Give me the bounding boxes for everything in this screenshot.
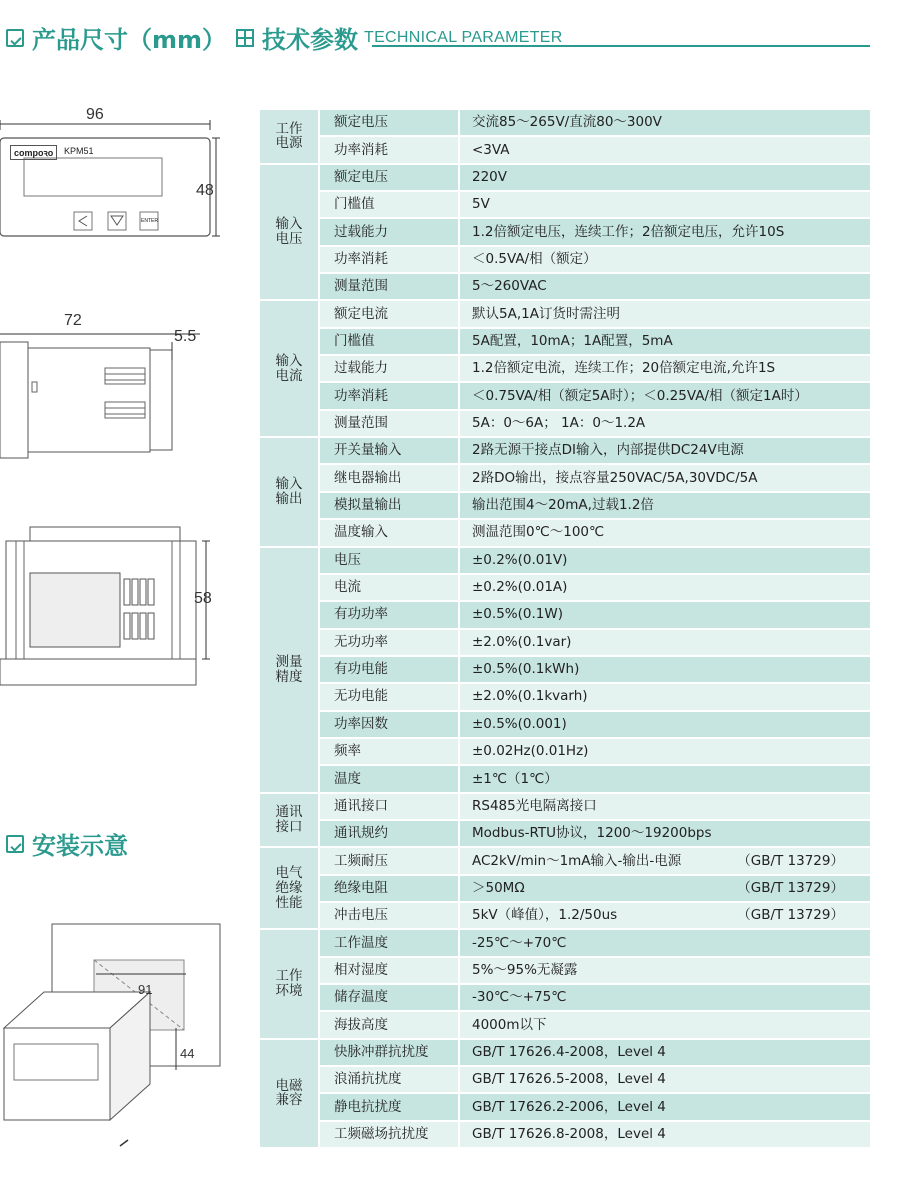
spec-row — [260, 355, 870, 382]
spec-value-cell — [459, 601, 870, 628]
spec-label: 冲击电压 — [319, 902, 459, 929]
install-title: 安装示意 — [32, 832, 128, 860]
spec-value: 交流85～265V/直流80～300V — [472, 114, 662, 131]
spec-value-cell — [459, 1066, 870, 1093]
spec-value: 5A：0～6A； 1A：0～1.2A — [472, 415, 646, 432]
spec-group-label: 输入 电压 — [260, 164, 319, 301]
spec-value: GB/T 17626.5-2008，Level 4 — [472, 1071, 666, 1088]
spec-label: 功率因数 — [319, 711, 459, 738]
spec-value-cell — [459, 273, 870, 300]
spec-value: 2路无源干接点DI输入，内部提供DC24V电源 — [472, 442, 744, 459]
spec-row — [260, 902, 870, 929]
spec-label: 额定电压 — [319, 164, 459, 191]
spec-value: 5V — [472, 196, 490, 213]
spec-value-cell — [459, 437, 870, 464]
spec-value-cell — [459, 382, 870, 409]
spec-row — [260, 218, 870, 245]
front-height-label: 48 — [196, 182, 214, 199]
spec-value: 输出范围4～20mA,过载1.2倍 — [472, 497, 654, 514]
side-width-label: 72 — [64, 312, 82, 329]
tech-title-en: TECHNICAL PARAMETER — [364, 28, 563, 46]
spec-value: 5～260VAC — [472, 278, 547, 295]
spec-row — [260, 765, 870, 792]
spec-value-cell — [459, 929, 870, 956]
spec-row — [260, 847, 870, 874]
spec-value: 5A配置，10mA；1A配置，5mA — [472, 333, 673, 349]
spec-label: 工作温度 — [319, 929, 459, 956]
spec-row — [260, 738, 870, 765]
spec-label: 有功功率 — [319, 601, 459, 628]
spec-label: 功率消耗 — [319, 246, 459, 273]
spec-value: 4000m以下 — [472, 1016, 547, 1033]
spec-value-cell — [459, 574, 870, 601]
top-height-label: 58 — [194, 590, 212, 607]
spec-value-cell — [459, 1121, 870, 1148]
spec-value: ＜0.75VA/相（额定5A时）；＜0.25VA/相（额定1A时） — [472, 387, 808, 404]
spec-row — [260, 464, 870, 491]
spec-group-label: 电磁 兼容 — [260, 1039, 319, 1148]
spec-row — [260, 1011, 870, 1038]
spec-value: ±0.2%(0.01V) — [472, 551, 568, 568]
spec-value-cell — [459, 246, 870, 273]
spec-row — [260, 492, 870, 519]
spec-value: GB/T 17626.2-2006，Level 4 — [472, 1098, 666, 1115]
spec-value-cell — [459, 984, 870, 1011]
spec-group-label: 工作 环境 — [260, 929, 319, 1038]
spec-label: 无功电能 — [319, 683, 459, 710]
spec-value: 2路DO输出，接点容量250VAC/5A,30VDC/5A — [472, 469, 758, 486]
spec-value-cell — [459, 738, 870, 765]
spec-label: 通讯规约 — [319, 820, 459, 847]
spec-row — [260, 574, 870, 601]
spec-value: 1.2倍额定电压，连续工作；2倍额定电压，允许10S — [472, 223, 785, 240]
spec-value-cell — [459, 218, 870, 245]
spec-value: ±0.02Hz(0.01Hz) — [472, 743, 589, 760]
spec-label: 海拔高度 — [319, 1011, 459, 1038]
spec-label: 门槛值 — [319, 328, 459, 355]
spec-row — [260, 273, 870, 300]
install-width-label: 91 — [138, 982, 153, 997]
enter-key-label: ENTER — [141, 218, 158, 224]
spec-value-cell — [459, 629, 870, 656]
spec-row — [260, 164, 870, 191]
spec-group-label: 输入 输出 — [260, 437, 319, 546]
spec-value-cell — [459, 793, 870, 820]
spec-table — [260, 110, 870, 1149]
spec-value-cell — [459, 1039, 870, 1066]
spec-value-cell — [459, 875, 870, 902]
spec-row — [260, 328, 870, 355]
spec-value: RS485光电隔离接口 — [472, 797, 597, 814]
spec-value: GB/T 17626.4-2008，Level 4 — [472, 1043, 666, 1060]
spec-value-cell — [459, 136, 870, 163]
spec-value-cell — [459, 683, 870, 710]
spec-value-cell — [459, 765, 870, 792]
checkmark-icon — [6, 29, 24, 47]
spec-label: 通讯接口 — [319, 793, 459, 820]
spec-value-cell — [459, 464, 870, 491]
spec-row — [260, 629, 870, 656]
dimensions-header — [6, 20, 563, 55]
spec-label: 储存温度 — [319, 984, 459, 1011]
spec-group-label: 输入 电流 — [260, 300, 319, 437]
spec-value: ±2.0%(0.1kvarh) — [472, 688, 588, 705]
spec-value: ±0.5%(0.1kWh) — [472, 661, 580, 678]
front-model: KPM51 — [64, 146, 94, 156]
header-rule — [372, 45, 870, 47]
spec-label: 电流 — [319, 574, 459, 601]
spec-label: 温度 — [319, 765, 459, 792]
spec-label: 功率消耗 — [319, 136, 459, 163]
spec-label: 额定电压 — [319, 110, 459, 136]
spec-value-cell — [459, 902, 870, 929]
spec-label: 温度输入 — [319, 519, 459, 546]
tech-title: 技术参数 — [262, 26, 359, 54]
spec-row — [260, 547, 870, 574]
spec-row — [260, 984, 870, 1011]
spec-label: 测量范围 — [319, 273, 459, 300]
spec-row — [260, 191, 870, 218]
spec-value-cell — [459, 656, 870, 683]
spec-label: 过载能力 — [319, 218, 459, 245]
spec-value: GB/T 17626.8-2008，Level 4 — [472, 1125, 666, 1142]
spec-label: 无功功率 — [319, 629, 459, 656]
spec-group-label: 通讯 接口 — [260, 793, 319, 848]
spec-value-cell — [459, 1011, 870, 1038]
spec-label: 门槛值 — [319, 191, 459, 218]
spec-row — [260, 437, 870, 464]
spec-value-cell — [459, 164, 870, 191]
spec-value-cell — [459, 547, 870, 574]
spec-group-label: 电气 绝缘 性能 — [260, 847, 319, 929]
spec-row — [260, 1121, 870, 1148]
spec-row — [260, 382, 870, 409]
spec-value: ±2.0%(0.1var) — [472, 633, 572, 650]
spec-value-cell — [459, 355, 870, 382]
spec-label: 功率消耗 — [319, 382, 459, 409]
spec-group-label: 工作 电源 — [260, 110, 319, 164]
front-view-drawing — [0, 100, 240, 240]
spec-row — [260, 875, 870, 902]
spec-label: 工频磁场抗扰度 — [319, 1121, 459, 1148]
spec-row — [260, 410, 870, 437]
spec-value: ＜0.5VA/相（额定） — [472, 250, 597, 267]
spec-standard: （GB/T 13729） — [737, 907, 844, 924]
spec-standard: （GB/T 13729） — [737, 879, 844, 896]
spec-group-label: 测量 精度 — [260, 547, 319, 793]
front-brand: compoꝛo — [10, 145, 57, 160]
spec-value: 220V — [472, 168, 508, 185]
spec-label: 电压 — [319, 547, 459, 574]
front-width-label: 96 — [86, 106, 104, 123]
spec-value-cell — [459, 1093, 870, 1120]
spec-label: 过载能力 — [319, 355, 459, 382]
spec-label: 有功电能 — [319, 656, 459, 683]
spec-value: <3VA — [472, 141, 510, 158]
spec-label: 模拟量输出 — [319, 492, 459, 519]
spec-label: 相对湿度 — [319, 957, 459, 984]
grid-icon — [236, 29, 254, 47]
spec-value-cell — [459, 847, 870, 874]
spec-row — [260, 820, 870, 847]
spec-label: 继电器输出 — [319, 464, 459, 491]
install-header — [6, 826, 128, 861]
spec-value: -25℃～+70℃ — [472, 934, 567, 951]
spec-value: ＞50MΩ — [472, 879, 525, 896]
spec-row — [260, 793, 870, 820]
side-view-drawing — [0, 320, 240, 470]
spec-label: 快脉冲群抗扰度 — [319, 1039, 459, 1066]
spec-value: Modbus-RTU协议，1200～19200bps — [472, 825, 712, 842]
spec-value: 1.2倍额定电流，连续工作；20倍额定电流,允许1S — [472, 360, 776, 377]
spec-label: 测量范围 — [319, 410, 459, 437]
side-offset-label: 5.5 — [174, 328, 197, 345]
spec-row — [260, 246, 870, 273]
spec-label: 工频耐压 — [319, 847, 459, 874]
spec-row — [260, 519, 870, 546]
spec-value: ±1℃（1℃） — [472, 770, 558, 787]
spec-label: 额定电流 — [319, 300, 459, 327]
spec-row — [260, 711, 870, 738]
spec-row — [260, 1039, 870, 1066]
spec-label: 开关量输入 — [319, 437, 459, 464]
spec-value-cell — [459, 110, 870, 136]
spec-label: 静电抗扰度 — [319, 1093, 459, 1120]
spec-value-cell — [459, 328, 870, 355]
spec-row — [260, 656, 870, 683]
spec-value: -30℃～+75℃ — [472, 989, 567, 1006]
spec-value-cell — [459, 711, 870, 738]
spec-value: ±0.5%(0.001) — [472, 715, 567, 732]
spec-value: 测温范围0℃～100℃ — [472, 524, 605, 541]
spec-value-cell — [459, 519, 870, 546]
spec-row — [260, 1066, 870, 1093]
spec-value-cell — [459, 820, 870, 847]
spec-value-cell — [459, 410, 870, 437]
spec-row — [260, 136, 870, 163]
spec-row — [260, 601, 870, 628]
dimensions-title: 产品尺寸（mm） — [32, 26, 227, 54]
spec-row — [260, 929, 870, 956]
spec-row — [260, 683, 870, 710]
spec-value: 5%～95%无凝露 — [472, 961, 578, 978]
spec-row — [260, 957, 870, 984]
spec-standard: （GB/T 13729） — [737, 852, 844, 869]
spec-value: ±0.5%(0.1W) — [472, 606, 563, 623]
spec-value-cell — [459, 957, 870, 984]
install-height-label: 44 — [180, 1046, 195, 1061]
install-drawing — [0, 920, 240, 1160]
spec-row — [260, 300, 870, 327]
spec-value: 默认5A,1A订货时需注明 — [472, 305, 620, 322]
spec-label: 绝缘电阻 — [319, 875, 459, 902]
spec-row — [260, 1093, 870, 1120]
spec-label: 浪涌抗扰度 — [319, 1066, 459, 1093]
spec-value: ±0.2%(0.01A) — [472, 579, 568, 596]
spec-row — [260, 110, 870, 136]
spec-value: AC2kV/min～1mA输入-输出-电源 — [472, 852, 682, 869]
spec-value: 5kV（峰值），1.2/50us — [472, 907, 618, 924]
checkmark-icon — [6, 835, 24, 853]
spec-value-cell — [459, 191, 870, 218]
spec-value-cell — [459, 492, 870, 519]
spec-value-cell — [459, 300, 870, 327]
spec-label: 频率 — [319, 738, 459, 765]
